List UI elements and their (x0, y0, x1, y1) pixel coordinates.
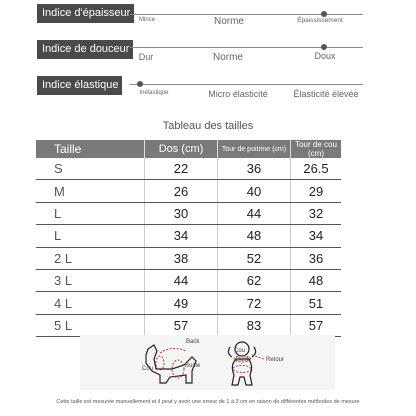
size-cell: L (36, 202, 145, 224)
size-table (36, 140, 341, 337)
elasticity-scale-min: Inélastique (139, 90, 169, 96)
measurement-diagram (80, 335, 335, 390)
elasticity-scale-max: Élasticité élevée (293, 89, 359, 99)
label-back-front: Retour (266, 357, 285, 363)
header-back: Dos (cm) (145, 140, 218, 158)
size-cell: 5 L (36, 314, 145, 336)
header-neck: Tour de cou (cm) (291, 140, 342, 158)
chest-cell: 44 (218, 202, 291, 224)
back-cell: 44 (145, 269, 218, 291)
thickness-scale-min: Mince (138, 17, 156, 23)
softness-index (0, 38, 416, 78)
neck-cell: 51 (291, 292, 342, 314)
dog-measurement-illustration (80, 335, 335, 390)
size-table-header (36, 140, 341, 158)
back-cell: 30 (145, 202, 218, 224)
size-cell: S (36, 158, 145, 180)
chest-cell: 72 (218, 292, 291, 314)
chest-cell: 36 (218, 158, 291, 180)
back-cell: 38 (145, 247, 218, 269)
size-cell: L (36, 225, 145, 247)
elasticity-scale-line (130, 84, 363, 85)
elasticity-index-label: Indice élastique (37, 76, 122, 95)
back-cell: 34 (145, 225, 218, 247)
size-cell: 3 L (36, 269, 145, 291)
back-cell: 22 (145, 158, 218, 180)
table-row (36, 225, 341, 247)
chest-cell: 52 (218, 247, 291, 269)
label-chest: Buste (185, 363, 201, 369)
size-cell: 2 L (36, 247, 145, 269)
softness-scale-mid: Norme (212, 52, 244, 63)
label-chest-front: Buste (236, 357, 252, 363)
softness-scale-max: Doux (314, 51, 336, 61)
table-row (36, 202, 341, 224)
thickness-scale-max: Épaississement (297, 17, 343, 24)
chest-cell: 83 (218, 314, 291, 336)
table-row (36, 269, 341, 291)
size-cell: M (36, 180, 145, 202)
thickness-index (0, 2, 416, 42)
neck-cell: 32 (291, 202, 342, 224)
header-size: Taille (36, 140, 145, 158)
label-neck: Cou (142, 366, 154, 372)
chest-cell: 62 (218, 269, 291, 291)
header-chest: Tour de poitrine (cm) (218, 140, 291, 158)
back-measure-line (156, 348, 186, 378)
size-cell: 4 L (36, 292, 145, 314)
label-neck-front: Cou (234, 348, 246, 354)
thickness-scale-mid: Norme (213, 16, 245, 27)
neck-cell: 29 (291, 180, 342, 202)
back-cell: 26 (145, 180, 218, 202)
neck-cell: 57 (291, 314, 342, 336)
elasticity-index (0, 74, 416, 114)
neck-cell: 34 (291, 225, 342, 247)
softness-scale-min: Dur (138, 52, 154, 62)
elasticity-level-dot (137, 81, 143, 87)
back-cell: 49 (145, 292, 218, 314)
neck-cell: 48 (291, 269, 342, 291)
softness-scale-line (130, 47, 363, 48)
back-cell: 57 (145, 314, 218, 336)
table-row (36, 314, 341, 336)
label-back: Back (186, 339, 200, 345)
table-row (36, 158, 341, 180)
softness-index-label: Indice de douceur (37, 40, 133, 59)
neck-cell: 26.5 (291, 158, 342, 180)
size-table-title: Tableau des tailles (162, 120, 254, 132)
softness-level-dot (321, 44, 327, 50)
chest-cell: 40 (218, 180, 291, 202)
table-row (36, 247, 341, 269)
neck-cell: 36 (291, 247, 342, 269)
table-row (36, 292, 341, 314)
table-row (36, 180, 341, 202)
thickness-index-label: Indice d'épaisseur (37, 4, 134, 23)
measurement-footnote: Cette taille est mesurée manuellement et il peut y avoir une erreur de 1 à 3 cm en raison de différentes méthodes de mesure (56, 399, 360, 405)
elasticity-scale-mid: Micro élasticité (208, 89, 268, 99)
chest-cell: 48 (218, 225, 291, 247)
thickness-scale-line (130, 14, 363, 15)
